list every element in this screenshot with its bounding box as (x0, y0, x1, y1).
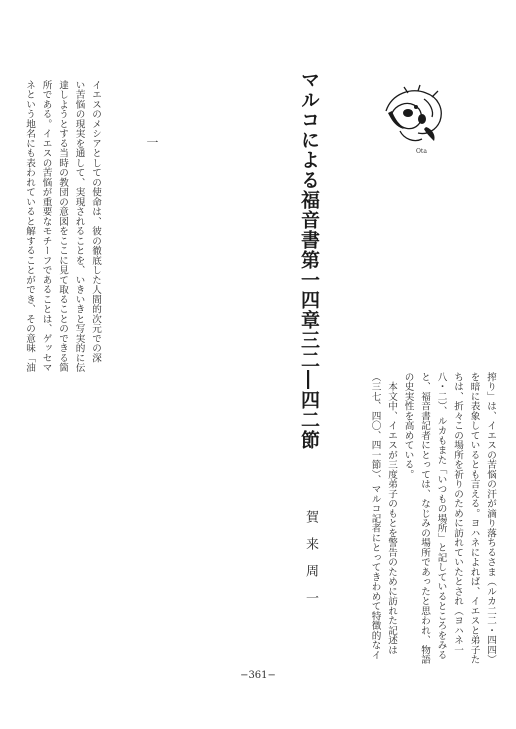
section-number: 一 (145, 136, 159, 148)
text-line: ちは、折々この場所を祈りのために訪れていたとされ（ヨハネ一 (452, 372, 463, 655)
text-line: い苦悩の現実を通して、実現されることを、いきいきと写実的に伝 (73, 80, 85, 373)
text-line: 本文中、イエスが三度弟子のもとを警告のために訪れた記述は (386, 372, 397, 655)
text-line: 所である。イエスの苦悩が重要なモチーフであることは、ゲッセマ (40, 80, 52, 373)
text-line: と、福音書記者にとっては、なじみの場所であったと思われ、物語 (419, 372, 430, 665)
text-line: 達しようとする当時の教団の意図をここに見て取ることのできる箇 (57, 80, 68, 373)
illustration-caption: Ota (416, 148, 427, 155)
text-line: 八・二）、ルカもまた「いつもの場所」と記しているところをみる (435, 372, 447, 660)
decorative-illustration (378, 83, 448, 155)
author-name: 賀来周一 (303, 510, 318, 618)
text-line: を暗に表象しているとも言える。ヨハネによれば、イエスと弟子た (468, 372, 480, 665)
article-title: マルコによる福音書第一四章三二―四二節 (298, 70, 320, 450)
page-number: −361− (240, 670, 276, 681)
text-line: の史実性を高めている。 (402, 372, 414, 480)
text-line: 搾り」は、イエスの苦悩の汗が滴り落ちるさま（ルカ二二・四四） (485, 372, 496, 665)
text-line: （三七、四〇、四一節）、マルコ記者にとってきわめて特徴的なイ (369, 372, 381, 660)
text-line: イエスのメシアとしての使命は、彼の徹底した人間的次元での深 (90, 80, 101, 363)
text-line: ネという地名にも表われていると解することができ、その意味「油 (24, 80, 35, 373)
body-text-lower (369, 372, 498, 665)
body-text-upper (3, 80, 103, 373)
